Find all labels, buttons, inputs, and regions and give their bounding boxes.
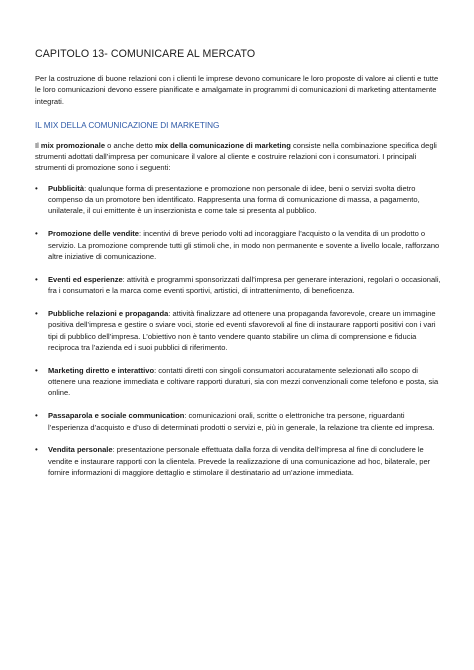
list-item xyxy=(35,274,443,297)
list-item xyxy=(35,308,443,353)
tool-description: : comunicazioni orali, scritte o elettroniche tra persone, riguardanti l’esperienza d’acquisto e d’uso di determinati prodotti o servizi e, più in generale, la relazione tra cliente ed impresa. xyxy=(48,411,435,432)
tool-term: Marketing diretto e interattivo xyxy=(48,365,155,375)
bullet-icon: • xyxy=(35,274,38,284)
tool-description: : presentazione personale effettuata dalla forza di vendita dell’impresa al fine di concludere le vendite e instaurare rapporti con la clientela. Prevede la realizzazione di una comunicazione ad hoc, bilaterale, per fornire informazioni di maggiore dettaglio e stimolare il destinatario ad un’azione immediata. xyxy=(48,445,431,477)
tool-description: : attività finalizzare ad ottenere una propaganda favorevole, creare un immagine positiva dell’impresa e gestire o sviare voci, storie ed eventi sfavorevoli al fine di instaurare rapporti positivi con i vari tipi di pubblico dell’impresa. L’obiettivo non è tanto vendere quanto stabilire un clima di comprensione e fiducia reciproca tra l’azienda ed i suoi pubblici di riferimento. xyxy=(48,308,436,352)
tool-description: : contatti diretti con singoli consumatori accuratamente selezionati allo scopo di ottenere una reazione immediata e coltivare rapporti duraturi, sia con mezzi convenzionali come telefono e posta, sia online. xyxy=(48,365,439,398)
mix-paragraph-text: Il xyxy=(35,140,41,150)
tool-description: : incentivi di breve periodo volti ad incoraggiare l’acquisto o la vendita di un prodotto o servizio. La promozione comprende tutti gli stimoli che, in modo non permanente e sovente a livello locale, rafforzano altre iniziative di comunicazione. xyxy=(48,229,440,261)
promotion-tools-list xyxy=(35,183,443,479)
bullet-icon: • xyxy=(35,445,38,455)
tool-term: Eventi ed esperienze xyxy=(48,274,123,284)
bullet-icon: • xyxy=(35,183,38,193)
tool-term: Promozione delle vendite xyxy=(48,229,140,239)
bullet-icon: • xyxy=(35,229,38,239)
list-item xyxy=(35,444,443,478)
bullet-icon: • xyxy=(35,308,38,318)
tool-term: Vendita personale xyxy=(48,445,113,455)
list-item xyxy=(35,410,443,433)
list-item xyxy=(35,365,443,399)
bullet-icon: • xyxy=(35,365,38,375)
document-content xyxy=(35,47,443,490)
mix-paragraph xyxy=(35,140,443,174)
tool-description: : attività e programmi sponsorizzati dall’impresa per generare interazioni, regolari o occasionali, fra i consumatori e la marca come eventi sportivi, artistici, di intrattenimento, di beneficenza. xyxy=(48,274,441,296)
tool-term: Pubblicità xyxy=(48,183,85,193)
tool-term: Pubbliche relazioni e propaganda xyxy=(48,308,169,318)
tool-description: : qualunque forma di presentazione e promozione non personale di idee, beni o servizi svolta dietro compenso da un promotore ben identificato. Rappresenta una forma di comunicazione di massa, a pagamento, unilaterale, il cui emittente è un inserzionista e come tale si presenta al pubblico. xyxy=(48,183,420,216)
list-item xyxy=(35,183,443,217)
mix-paragraph-text: consiste nella combinazione specifica degli strumenti adottati dall’impresa per comunicare il valore al cliente e costruire relazioni con i consumatori. I principali strumenti di promozione sono i seguenti: xyxy=(35,140,437,173)
chapter-title: CAPITOLO 13- COMUNICARE AL MERCATO xyxy=(35,48,256,60)
mix-paragraph-text: o anche detto xyxy=(105,140,155,150)
section-title: IL MIX DELLA COMUNICAZIONE DI MARKETING xyxy=(35,120,220,130)
intro-paragraph: Per la costruzione di buone relazioni con i clienti le imprese devono comunicare le loro proposte di valore ai clienti e tutte le loro comunicazioni devono essere pianificate e amalgamate in programmi di comunicazioni di marketing attentamente integrati. xyxy=(35,74,439,106)
mix-comunicazione-term: mix della comunicazione di marketing xyxy=(154,140,291,150)
tool-term: Passaparola e sociale communication xyxy=(48,411,185,421)
mix-promozionale-term: mix promozionale xyxy=(40,140,106,150)
bullet-icon: • xyxy=(35,411,38,421)
list-item xyxy=(35,228,443,262)
